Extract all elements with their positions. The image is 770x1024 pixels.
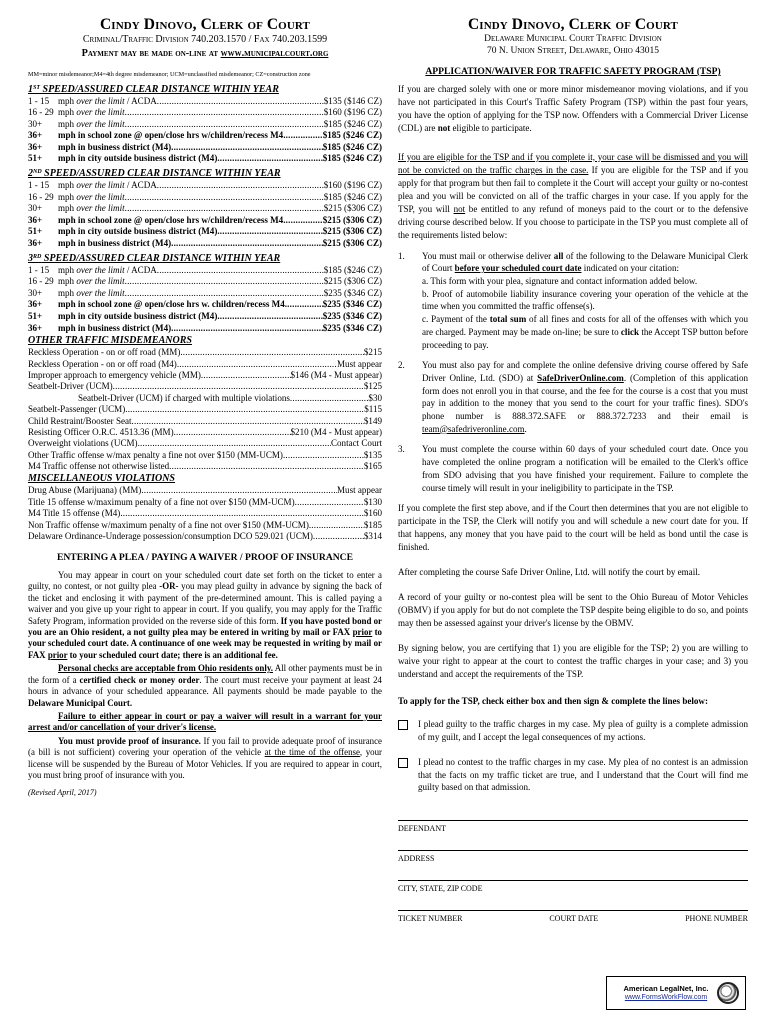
offense-desc: Delaware Ordinance-Underage possession/consumption DCO 529.021 (UCM) [28, 531, 313, 542]
fee-amount: $185 ($246 CZ) [323, 191, 382, 202]
offense-desc: M4 Traffic offense not otherwise listed [28, 461, 170, 472]
offense-desc: mph over the limit [58, 203, 125, 214]
fee-row [28, 142, 382, 154]
plea-title: ENTERING A PLEA / PAYING A WAIVER / PROOF OF INSURANCE [56, 552, 354, 564]
fee-amount: $165 [363, 461, 382, 472]
fee-section-title: 1ST SPEED/ASSURED CLEAR DISTANCE WITHIN YEAR [28, 83, 279, 95]
other-rows [28, 347, 382, 472]
checks-paragraph: Personal checks are acceptable from Ohio residents only. All other payments must be in the form of a certified check or money order. The court must receive your payment at least 24 hours in advance of your scheduled appearance. All payments should be made payable to the Delaware Municipal Court. [28, 663, 383, 708]
other-offense-row [28, 427, 382, 438]
fee-row [28, 311, 382, 323]
speed-range: 51+ [28, 311, 43, 321]
apply-heading: To apply for the TSP, check either box and then sign & complete the lines below: [398, 696, 708, 707]
speed-range: 36+ [28, 322, 43, 333]
complete-paragraph: If you complete the first step above, and if the Court then determines that you are not eligible to participate in the TSP, the Clerk will notify you and will schedule a new court date for you. If that happens, any money that you have paid to the court will be held as bond until the case is finished. [398, 503, 748, 553]
fee-amount: $235 ($346 CZ) [322, 299, 382, 310]
offense-desc: Reckless Operation - on or off road (MM) [28, 347, 181, 358]
fee-row [28, 130, 382, 142]
fee-amount: $210 (M4 - Must appear) [290, 426, 382, 437]
offense-desc: mph in business district (M4) [58, 238, 172, 249]
offense-desc: mph in city outside business district (M4) [58, 153, 218, 164]
plea-paragraph: You may appear in court on your scheduled court date set forth on the ticket to enter a guilty, no contest, or not guilty plea -OR- you may plead guilty in advance by signing the back of the ticket and enclosing it with payment of the pre-determined amount. This is called paying a waiver and you give up your right to appear in court. If you qualify, you may apply for the Traffic Safety Program, information provided on the reverse side of this form. If you have posted bond or you are an Ohio resident, a not guilty plea may be entered in writing by mail or FAX prior to your scheduled court date. A continuance of one week may be requested in writing by mail or FAX prior to your scheduled court date; there is an additional fee. [28, 570, 382, 660]
fee-amount: $149 [363, 415, 382, 426]
other-offense-row [28, 404, 382, 415]
offense-desc: mph over the limit / ACDA [58, 264, 157, 275]
footer-brand: American LegalNet, Inc. [623, 984, 709, 993]
fee-row [28, 153, 382, 165]
fee-amount: $146 (M4 - Must appear) [290, 369, 382, 380]
application-title: APPLICATION/WAIVER FOR TRAFFIC SAFETY PROGRAM (TSP) [425, 66, 721, 77]
footer-url[interactable]: www.FormsWorkFlow.com [624, 994, 708, 1001]
offense-desc: Drug Abuse (Marijuana) (MM) [28, 485, 142, 496]
sign-paragraph: By signing below, you are certifying that 1) you are eligible for the TSP; 2) you are willing to waive your right to appear at the court to contest the traffic charges in your case; and 3) you understand and accept the requirements of the TSP. [398, 643, 748, 680]
other-offense-row [28, 381, 382, 392]
speed-range: 51+ [28, 226, 43, 237]
speed-range: 1 - 15 [28, 180, 50, 191]
no-contest-option: I plead no contest to the traffic charges in my case. My plea of no contest is an admission that the facts on my traffic ticket are true, and I understand that the Court will find me guilty based on that admission. [398, 756, 748, 794]
offense-desc: Improper approach to emergency vehicle (MM) [28, 369, 201, 380]
offense-desc: mph over the limit [58, 287, 125, 298]
fee-row [28, 192, 382, 204]
offense-desc: Seatbelt-Driver (UCM) if charged with multiple violations [78, 392, 290, 403]
offense-desc: mph over the limit / ACDA [58, 95, 157, 106]
fee-amount: $314 [363, 531, 382, 542]
offense-desc: mph over the limit [58, 107, 125, 118]
fee-sections [28, 82, 382, 335]
clerk-title: Cindy Dinovo, Clerk of Court [100, 16, 310, 33]
misc-rows [28, 485, 382, 542]
misc-title: MISCELLANEOUS VIOLATIONS [28, 473, 175, 485]
fee-amount: $215 [363, 347, 382, 358]
fee-row [28, 180, 382, 192]
intro-paragraph: If you are charged solely with one or more minor misdemeanor moving violations, and if you have not participated in this Court's Traffic Safety Program (TSP) within the past four years, you have the option of applying for the TSP now. Offenders with a Commercial Driver License (CDL) are not eligible to participate. [398, 83, 748, 133]
city-state-zip-line[interactable]: CITY, STATE, ZIP CODE [398, 880, 748, 894]
offense-desc: Overweight violations (UCM) [28, 438, 138, 449]
fee-amount: $115 [364, 404, 382, 415]
offense-desc: mph in city outside business district (M4) [58, 311, 218, 321]
fee-row [28, 288, 382, 300]
offense-desc: M4 Title 15 offense (M4) [28, 508, 121, 519]
payment-line: Payment may be made on-line at www.municipalcourt.org [81, 47, 329, 59]
fee-amount: Must appear [337, 358, 382, 369]
fee-amount: $185 ($246 CZ) [322, 130, 382, 141]
misc-offense-row [28, 508, 382, 519]
sdo-link[interactable]: SafeDriverOnline.com [537, 372, 624, 383]
offense-desc: mph over the limit [58, 118, 125, 129]
eagle-logo-icon [717, 982, 739, 1004]
fee-amount: $215 ($306 CZ) [322, 214, 382, 225]
other-offense-row [28, 416, 382, 427]
requirement-3: 3. You must complete the course within 60 days of your scheduled court date. Once you have completed the online program a notification will be emailed to the Clerk's office from SDO advising that you have finished your requirement. Failure to complete the course timely will result in your ineligibility to participate in the TSP. [398, 444, 748, 493]
fee-amount: $215 ($306 CZ) [323, 276, 382, 287]
court-address: 70 N. Union Street, Delaware, Ohio 43015 [487, 45, 659, 56]
requirement-1: 1. You must mail or otherwise deliver all of the following to the Delaware Municipal Clerk of Court before your scheduled court date indicated on your citation: a. This form with your plea, signature and contact information added below. b. Proof of automobile liability insurance covering your operation of the vehicle at the time when you committed the traffic offense(s). c. Payment of the total sum of all fines and costs for all of the offenses with which you are charged. Payment may be made on-line; be sure to click the Accept TSP button before proceeding to pay. [398, 250, 748, 350]
other-offense-row [28, 393, 382, 404]
after-paragraph: After completing the course Safe Driver Online, Ltd. will notify the court by email. [398, 567, 700, 578]
eligibility-paragraph: If you are eligible for the TSP and if you complete it, your case will be dismissed and you will not be convicted on the traffic charges in the case. If you are eligible for the TSP and if you apply for that program but then fail to complete it the Court will accept your guilty or no-contest plea and you will be convicted on all of the traffic charges in your case. If you apply for the TSP, you will not be entitled to any refund of moneys paid to the court or to the defensive driving course described below. If you choose to participate in the TSP you must complete all of the requirements listed below: [398, 151, 749, 240]
warrant-paragraph: Failure to either appear in court or pay a waiver will result in a warrant for your arrest and/or cancellation of your driver's license. [28, 710, 382, 733]
phone-number-field[interactable]: PHONE NUMBER [685, 914, 748, 924]
other-title: OTHER TRAFFIC MISDEMEANORS [28, 335, 192, 347]
address-line[interactable]: ADDRESS [398, 850, 748, 864]
misc-offense-row [28, 497, 382, 508]
fee-amount: $215 ($306 CZ) [323, 203, 382, 214]
requirement-2: 2. You must also pay for and complete the online defensive driving course offered by Safe Driver Online, Ltd. (SDO) at SafeDriverOnline.com. (Completion of this application form does not enroll you in that course, and the fee for the course is a cost that you must pay in addition to the money that you send to the court for your traffic fines). SDO's phone number is 888.372.SAFE or 888.372.7233 and their email is team@safedriveronline.com. [398, 360, 748, 434]
speed-range: 36+ [28, 141, 43, 152]
speed-range: 36+ [28, 299, 43, 310]
misc-offense-row [28, 531, 382, 542]
fee-row [28, 299, 382, 311]
footer-logo[interactable] [606, 976, 746, 1010]
division-name: Delaware Municipal Court Traffic Division [484, 34, 662, 44]
speed-range: 16 - 29 [28, 191, 54, 202]
left-column [28, 16, 382, 799]
court-date-field[interactable]: COURT DATE [549, 914, 599, 924]
offense-desc: mph in city outside business district (M4) [58, 226, 218, 237]
offense-desc: mph in school zone @ open/close hrs w. children/recess M4 [58, 299, 285, 310]
other-offense-row [28, 461, 382, 472]
fee-amount: $160 ($196 CZ) [323, 107, 382, 118]
misc-offense-row [28, 485, 382, 496]
fee-amount: $185 ($246 CZ) [323, 264, 382, 275]
offense-desc: mph over the limit [58, 276, 125, 287]
fee-amount: $235 ($346 CZ) [323, 287, 382, 298]
insurance-paragraph: You must provide proof of insurance. If you fail to provide adequate proof of insurance (a bill is not sufficient) covering your operation of the vehicle at the time of the offense, your license will be suspended by the Bureau of Motor Vehicles. If you are required to appear in court, you must bring proof of insurance with you. [28, 735, 382, 780]
fee-row [28, 203, 382, 215]
speed-range: 1 - 15 [28, 95, 50, 106]
offense-desc: mph in business district (M4) [58, 141, 172, 152]
signature-block [398, 820, 748, 926]
fee-amount: $185 [363, 519, 382, 530]
other-offense-row [28, 450, 382, 461]
fee-amount: $235 ($346 CZ) [322, 322, 382, 333]
no-contest-checkbox[interactable] [398, 758, 408, 768]
right-column [398, 16, 748, 926]
sdo-email-link[interactable]: team@safedriveronline.com [422, 423, 525, 434]
division-line: Criminal/Traffic Division 740.203.1570 / Fax 740.203.1599 [82, 34, 328, 45]
fee-amount: Must appear [337, 485, 382, 496]
guilty-option: I plead guilty to the traffic charges in my case. My plea of guilty is a complete admission of my guilt, and I accept the legal consequences of my actions. [398, 718, 748, 744]
misc-offense-row [28, 520, 382, 531]
fee-amount: $125 [363, 381, 382, 392]
offense-desc: Child Restraint/Booster Seat [28, 415, 132, 426]
fee-row [28, 265, 382, 277]
speed-range: 51+ [28, 153, 43, 164]
payment-url[interactable]: www.municipalcourt.org [220, 47, 329, 59]
record-paragraph: A record of your guilty or no-contest plea will be sent to the Ohio Bureau of Motor Vehicles (OBMV) if you apply for but do not complete the TSP despite being eligible to do so, and points may then be assessed against your driver's license by the OBMV. [398, 592, 748, 629]
fee-row [28, 323, 382, 335]
other-offense-row [28, 370, 382, 381]
fee-amount: $185 ($246 CZ) [322, 141, 382, 152]
fee-row [28, 107, 382, 119]
fee-amount: $160 [363, 508, 382, 519]
fee-row [28, 215, 382, 227]
other-offense-row [28, 359, 382, 370]
speed-range: 1 - 15 [28, 264, 50, 275]
offense-desc: mph over the limit / ACDA [58, 180, 157, 191]
offense-desc: Non Traffic offense w/maximum penalty of a fine not over $150 (MM-UCM) [28, 519, 309, 530]
speed-range: 16 - 29 [28, 107, 54, 118]
fee-amount: $130 [363, 496, 382, 507]
other-offense-row [28, 347, 382, 358]
offense-desc: mph in school zone @ open/close hrs w/children/recess M4 [58, 130, 284, 141]
fee-section-title: 2ND SPEED/ASSURED CLEAR DISTANCE WITHIN YEAR [28, 168, 281, 180]
fee-amount: $135 ($146 CZ) [323, 95, 382, 106]
speed-range: 36+ [28, 214, 43, 225]
offense-desc: Seatbelt-Passenger (UCM) [28, 404, 126, 415]
fee-row [28, 119, 382, 131]
speed-range: 30+ [28, 118, 43, 129]
offense-desc: mph in business district (M4) [58, 322, 172, 333]
abbrev-legend: MM=minor misdemeanor;M4=4th degree misdemeanor; UCM=unclassified misdemeanor; CZ=construction zone [28, 70, 311, 78]
fee-amount: $135 [363, 449, 382, 460]
guilty-checkbox[interactable] [398, 720, 408, 730]
fee-section-title: 3RD SPEED/ASSURED CLEAR DISTANCE WITHIN YEAR [28, 252, 281, 264]
fee-row [28, 96, 382, 108]
offense-desc: Title 15 offense w/maximum penalty of a fine not over $150 (MM-UCM) [28, 496, 295, 507]
speed-range: 30+ [28, 203, 43, 214]
defendant-line[interactable]: DEFENDANT [398, 820, 748, 834]
clerk-title-right: Cindy Dinovo, Clerk of Court [468, 16, 678, 33]
offense-desc: mph over the limit [58, 191, 125, 202]
fee-amount: $215 ($306 CZ) [322, 226, 382, 237]
fee-amount: $215 ($306 CZ) [322, 238, 382, 249]
speed-range: 36+ [28, 130, 43, 141]
ticket-number-field[interactable]: TICKET NUMBER [398, 914, 463, 924]
speed-range: 36+ [28, 238, 43, 249]
offense-desc: Resisting Officer O.R.C. 4513.36 (MM) [28, 426, 174, 437]
fee-amount: $185 ($246 CZ) [322, 153, 382, 164]
fee-amount: Contact Court [330, 438, 382, 449]
fee-amount: $30 [368, 392, 382, 403]
offense-desc: Reckless Operation - on or off road (M4) [28, 358, 177, 369]
speed-range: 30+ [28, 287, 43, 298]
fee-row [28, 226, 382, 238]
requirements-list [398, 250, 748, 495]
fee-amount: $185 ($246 CZ) [323, 118, 382, 129]
fee-amount: $235 ($346 CZ) [322, 311, 382, 321]
offense-desc: Other Traffic offense w/max penalty a fine not over $150 (MM-UCM) [28, 449, 283, 460]
fee-row [28, 238, 382, 250]
fee-row [28, 276, 382, 288]
ticket-date-phone-line [398, 910, 748, 926]
revised-date: (Revised April, 2017) [28, 788, 97, 798]
other-offense-row [28, 438, 382, 449]
offense-desc: Seatbelt-Driver (UCM) [28, 381, 113, 392]
offense-desc: mph in school zone @ open/close hrs w/children/recess M4 [58, 214, 284, 225]
fee-amount: $160 ($196 CZ) [323, 180, 382, 191]
speed-range: 16 - 29 [28, 276, 54, 287]
